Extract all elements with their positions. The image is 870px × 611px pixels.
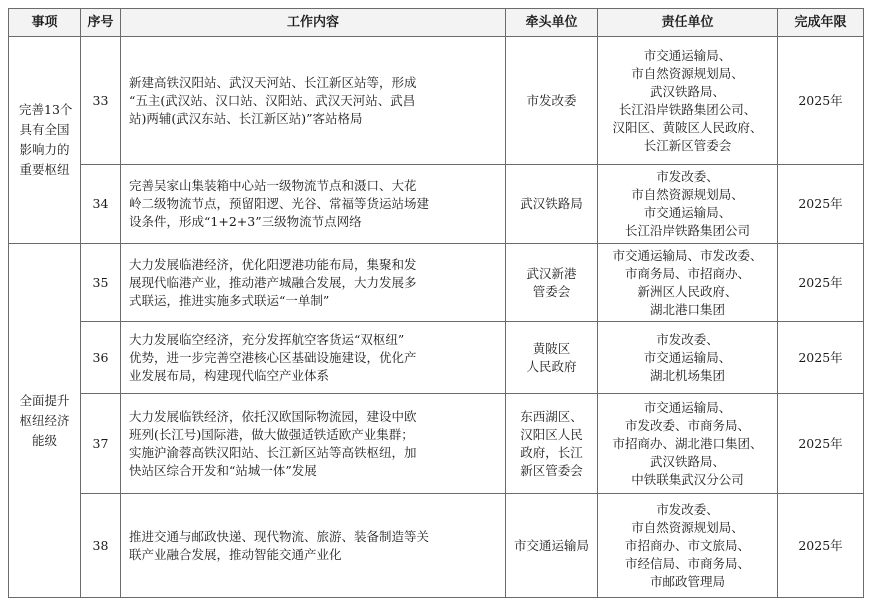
lead-unit bbox=[506, 37, 598, 165]
category-cell bbox=[9, 37, 81, 244]
resp-line: 市发改委、 bbox=[656, 501, 719, 517]
resp-line: 市自然资源规划局、 bbox=[631, 519, 744, 535]
table-row bbox=[9, 394, 864, 494]
work-content bbox=[121, 494, 506, 598]
responsible-units bbox=[598, 322, 778, 394]
category-cell bbox=[9, 244, 81, 598]
lead-line: 人民政府 bbox=[526, 358, 577, 374]
resp-line: 中铁联集武汉分公司 bbox=[631, 471, 744, 487]
resp-line: 市经信局、市商务局、 bbox=[624, 555, 750, 571]
resp-line: 市发改委、 bbox=[656, 331, 719, 347]
lead-unit bbox=[506, 394, 598, 494]
responsible-units bbox=[598, 494, 778, 598]
resp-line: 湖北机场集团 bbox=[649, 367, 725, 383]
resp-line: 市招商办、市文旅局、 bbox=[624, 537, 750, 553]
work-content bbox=[121, 37, 506, 165]
lead-unit bbox=[506, 322, 598, 394]
work-content bbox=[121, 165, 506, 244]
resp-line: 汉阳区、黄陂区人民政府、 bbox=[612, 119, 763, 135]
responsible-units bbox=[598, 165, 778, 244]
row-number: 37 bbox=[81, 394, 121, 494]
resp-line: 市自然资源规划局、 bbox=[631, 187, 744, 202]
table-row bbox=[9, 322, 864, 394]
deadline: 2025年 bbox=[778, 244, 864, 322]
row-number: 38 bbox=[81, 494, 121, 598]
content-line: 大力发展临空经济，充分发挥航空客货运“双枢纽” bbox=[129, 331, 405, 347]
resp-line: 市发改委、市商务局、 bbox=[624, 417, 750, 433]
header-deadline: 完成年限 bbox=[778, 9, 864, 37]
table-row bbox=[9, 37, 864, 165]
content-line: “五主(武汉站、汉口站、汉阳站、武汉天河站、武昌 bbox=[129, 92, 416, 108]
responsible-units bbox=[598, 37, 778, 165]
deadline: 2025年 bbox=[778, 165, 864, 244]
content-line: 岭二级物流节点，预留阳逻、光谷、常福等货运站场建 bbox=[129, 196, 430, 211]
resp-line: 武汉铁路局、 bbox=[649, 453, 725, 469]
work-content bbox=[121, 244, 506, 322]
resp-line: 市邮政管理局 bbox=[649, 573, 725, 589]
lead-line: 汉阳区人民 bbox=[520, 426, 583, 442]
row-number: 36 bbox=[81, 322, 121, 394]
resp-line: 新洲区人民政府、 bbox=[637, 283, 738, 299]
lead-line: 东西湖区、 bbox=[520, 408, 583, 424]
lead-line: 武汉铁路局 bbox=[520, 196, 583, 211]
lead-line: 政府，长江 bbox=[520, 444, 583, 460]
deadline: 2025年 bbox=[778, 394, 864, 494]
header-responsible-unit: 责任单位 bbox=[598, 9, 778, 37]
row-number: 34 bbox=[81, 165, 121, 244]
category-line: 影响力的 bbox=[19, 142, 70, 157]
content-line: 设条件，形成“1+2+3”三级物流节点网络 bbox=[129, 214, 362, 229]
content-line: 实施沪渝蓉高铁汉阳站、长江新区站等高铁枢纽，加 bbox=[129, 444, 417, 460]
content-line: 大力发展临铁经济，依托汉欧国际物流园，建设中欧 bbox=[129, 408, 417, 424]
header-category: 事项 bbox=[9, 9, 81, 37]
resp-line: 长江沿岸铁路集团公司、 bbox=[618, 101, 757, 117]
content-line: 大力发展临港经济，优化阳逻港功能布局，集聚和发 bbox=[129, 256, 417, 272]
lead-line: 黄陂区 bbox=[532, 340, 571, 356]
category-line: 能级 bbox=[31, 432, 57, 448]
resp-line: 长江新区管委会 bbox=[643, 137, 732, 153]
lead-unit bbox=[506, 244, 598, 322]
lead-unit bbox=[506, 165, 598, 244]
lead-line: 市交通运输局 bbox=[513, 537, 589, 553]
work-content bbox=[121, 322, 506, 394]
resp-line: 湖北港口集团 bbox=[649, 301, 725, 317]
content-line: 新建高铁汉阳站、武汉天河站、长江新区站等，形成 bbox=[129, 74, 417, 90]
resp-line: 市交通运输局、 bbox=[643, 47, 732, 63]
table-row bbox=[9, 494, 864, 598]
content-line: 优势，进一步完善空港核心区基础设施建设，优化产 bbox=[129, 349, 417, 365]
deadline: 2025年 bbox=[778, 494, 864, 598]
lead-line: 武汉新港 bbox=[526, 265, 577, 281]
content-line: 展现代临港产业，推动港产城融合发展，大力发展多 bbox=[129, 274, 417, 290]
resp-line: 市交通运输局、 bbox=[643, 399, 732, 415]
content-line: 联产业融合发展，推动智能交通产业化 bbox=[129, 546, 342, 562]
category-line: 枢纽经济 bbox=[19, 412, 70, 428]
header-lead-unit: 牵头单位 bbox=[506, 9, 598, 37]
work-table bbox=[8, 8, 864, 598]
content-line: 快站区综合开发和“站城一体”发展 bbox=[129, 462, 317, 478]
resp-line: 武汉铁路局、 bbox=[649, 83, 725, 99]
table-row bbox=[9, 165, 864, 244]
content-line: 式联运，推进实施多式联运“一单制” bbox=[129, 292, 330, 308]
responsible-units bbox=[598, 244, 778, 322]
row-number: 33 bbox=[81, 37, 121, 165]
content-line: 完善吴家山集装箱中心站一级物流节点和滠口、大花 bbox=[129, 178, 417, 193]
resp-line: 市交通运输局、 bbox=[643, 349, 732, 365]
lead-line: 新区管委会 bbox=[520, 462, 583, 478]
work-content bbox=[121, 394, 506, 494]
row-number: 35 bbox=[81, 244, 121, 322]
resp-line: 市商务局、市招商办、 bbox=[624, 265, 750, 281]
resp-line: 市交通运输局、 bbox=[643, 205, 732, 220]
header-number: 序号 bbox=[81, 9, 121, 37]
resp-line: 市发改委、 bbox=[656, 169, 719, 184]
resp-line: 市自然资源规划局、 bbox=[631, 65, 744, 81]
category-line: 完善13个 bbox=[19, 102, 73, 117]
content-line: 推进交通与邮政快递、现代物流、旅游、装备制造等关 bbox=[129, 528, 430, 544]
category-line: 全面提升 bbox=[19, 392, 70, 408]
content-line: 站)两辅(武汉东站、长江新区站)”客站格局 bbox=[129, 110, 363, 126]
lead-line: 市发改委 bbox=[526, 92, 577, 108]
deadline: 2025年 bbox=[778, 37, 864, 165]
deadline: 2025年 bbox=[778, 322, 864, 394]
content-line: 班列(长江号)国际港，做大做强适铁适欧产业集群； bbox=[129, 426, 414, 442]
content-line: 业发展布局，构建现代临空产业体系 bbox=[129, 367, 330, 383]
header-row bbox=[9, 9, 864, 37]
header-content: 工作内容 bbox=[121, 9, 506, 37]
resp-line: 长江沿岸铁路集团公司 bbox=[624, 223, 750, 238]
category-line: 具有全国 bbox=[19, 122, 70, 137]
resp-line: 市招商办、湖北港口集团、 bbox=[612, 435, 763, 451]
lead-line: 管委会 bbox=[532, 283, 571, 299]
lead-unit bbox=[506, 494, 598, 598]
category-line: 重要枢纽 bbox=[19, 162, 70, 177]
responsible-units bbox=[598, 394, 778, 494]
resp-line: 市交通运输局、市发改委、 bbox=[612, 247, 763, 263]
table-row bbox=[9, 244, 864, 322]
